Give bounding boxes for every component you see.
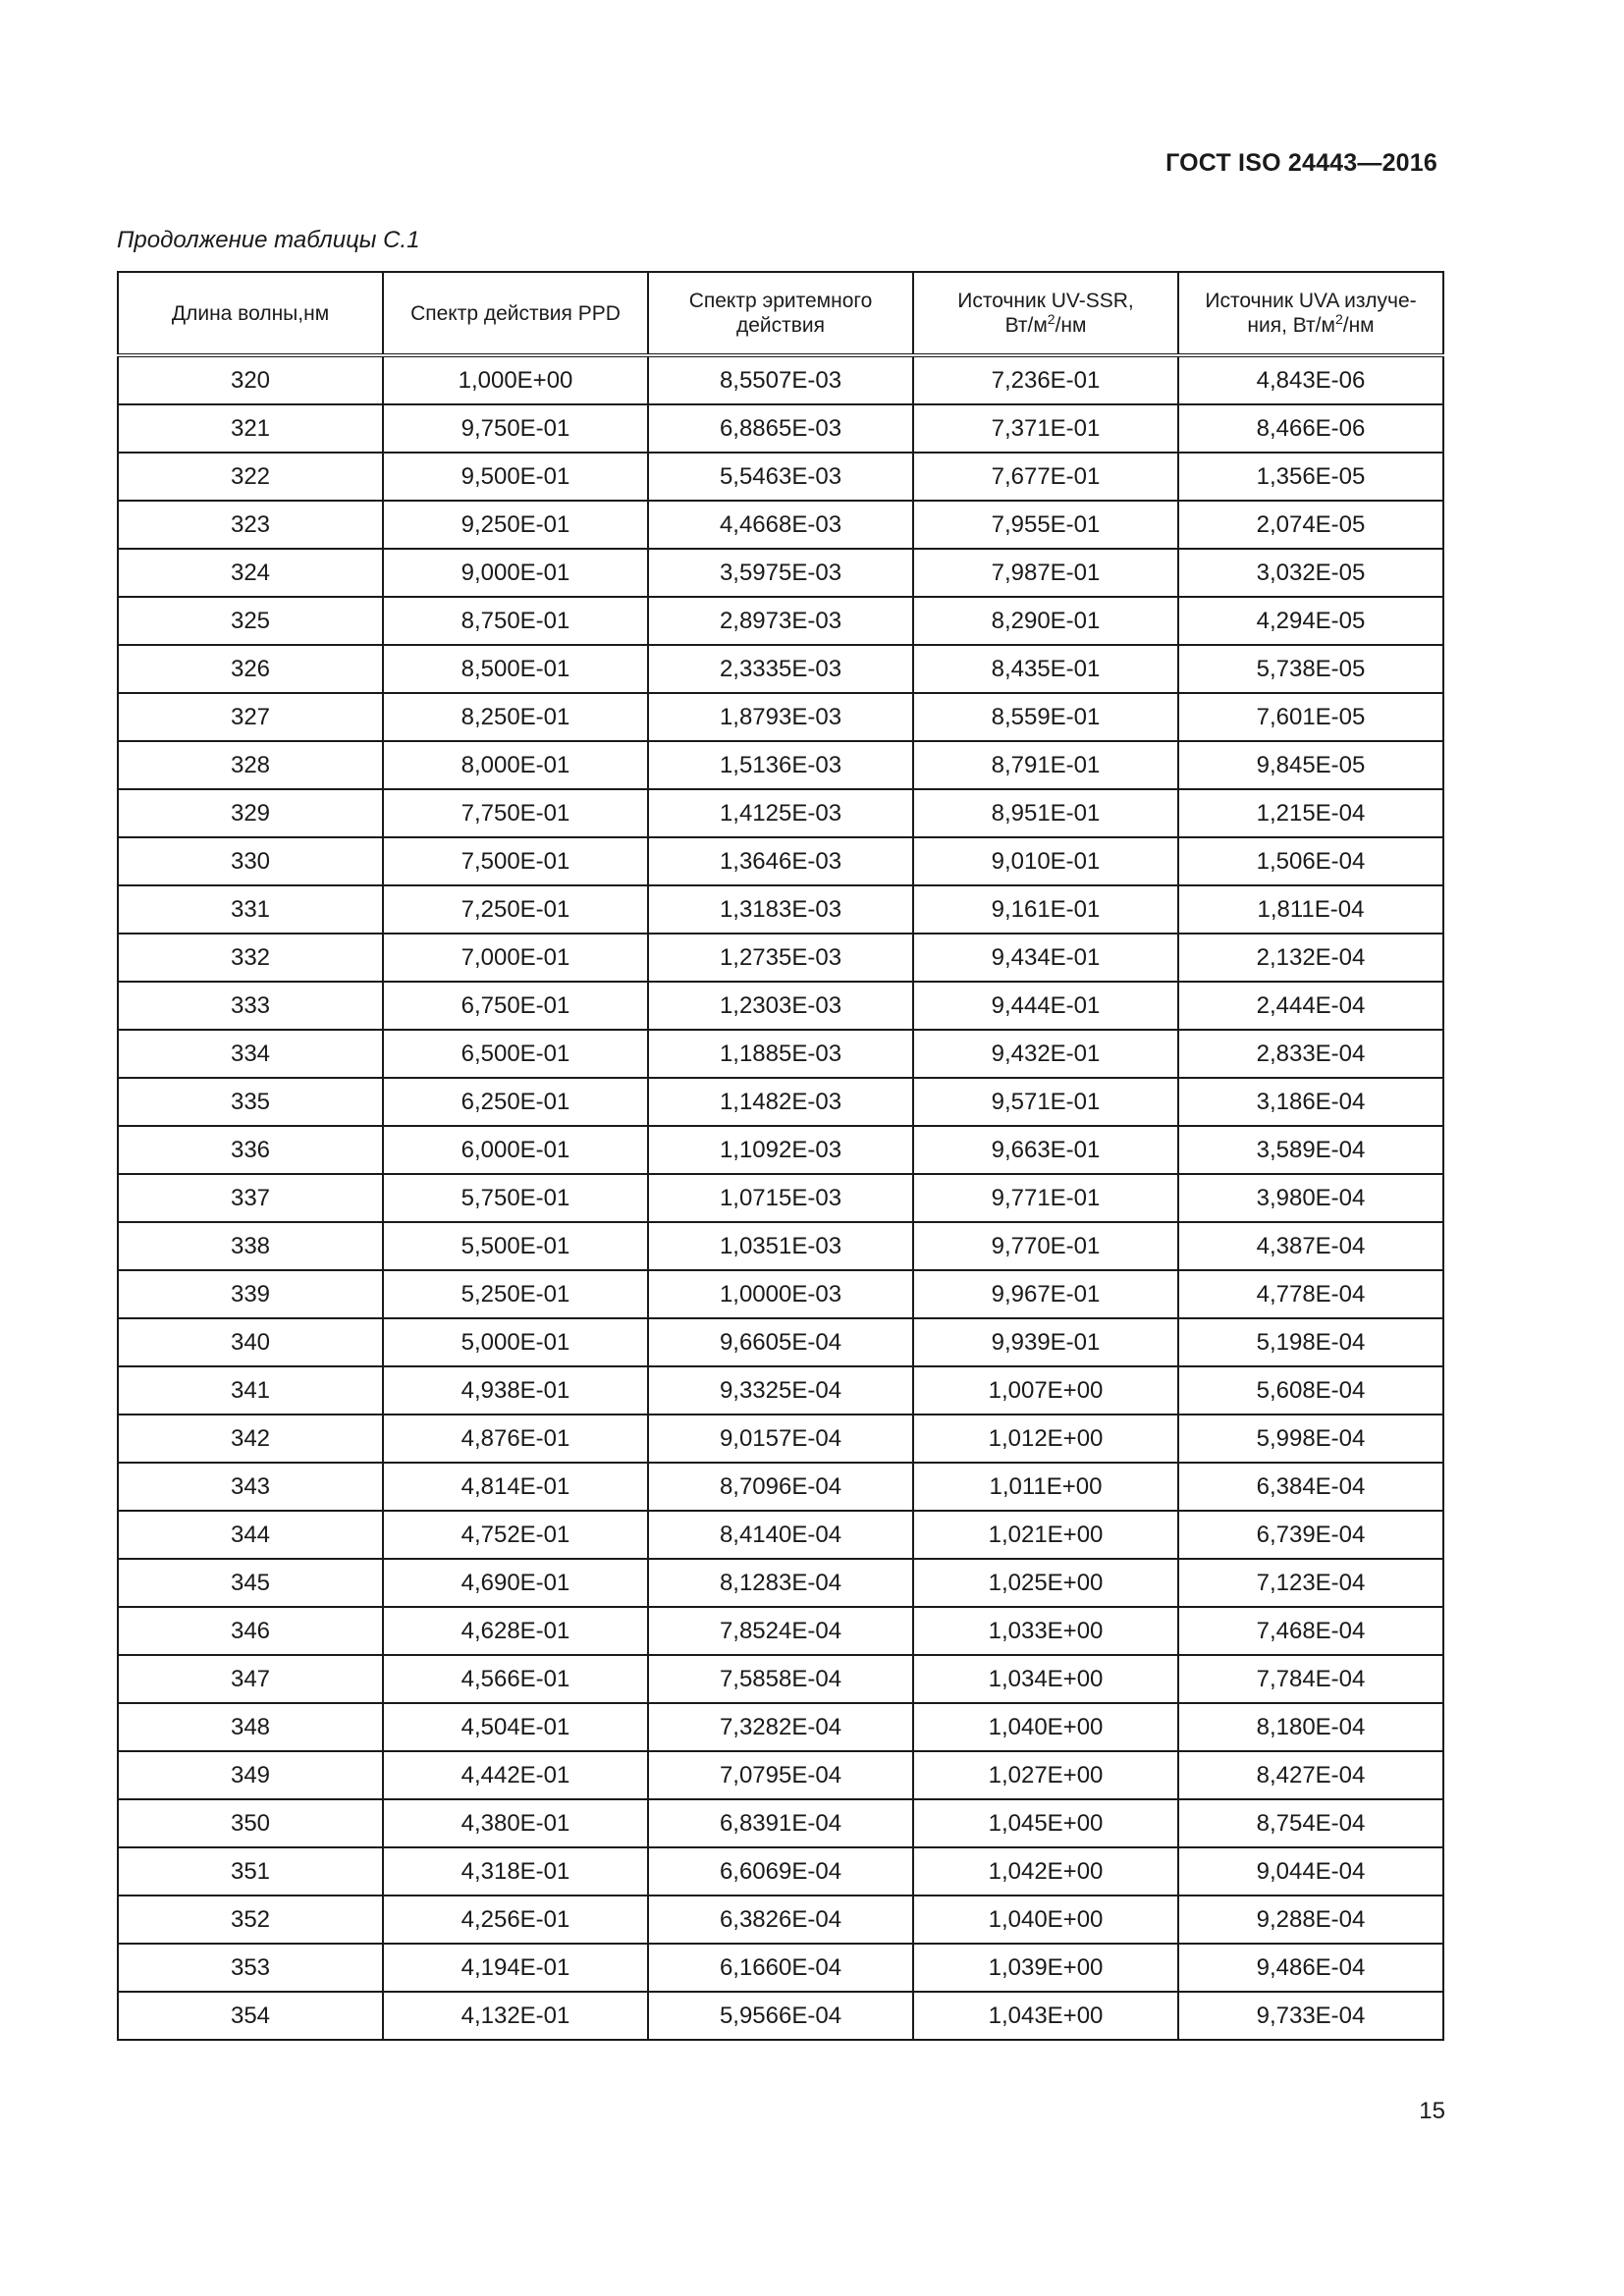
page-number: 15 — [1419, 2098, 1445, 2124]
cell-ppd-value: 4,814E-01 — [383, 1463, 648, 1511]
cell-uv-ssr-value: 9,432E-01 — [913, 1030, 1178, 1078]
cell-uv-ssr-value: 9,010E-01 — [913, 837, 1178, 885]
table-row — [118, 1126, 1443, 1174]
cell-uva-value: 9,733E-04 — [1178, 1992, 1443, 2040]
cell-wavelength: 344 — [118, 1511, 383, 1559]
cell-uva-value: 7,468E-04 — [1178, 1607, 1443, 1655]
table-row — [118, 1078, 1443, 1126]
cell-ppd-value: 8,500E-01 — [383, 645, 648, 693]
column-header-text: Источник UVA излучения, Вт/м — [1205, 290, 1417, 337]
cell-ppd-value: 4,628E-01 — [383, 1607, 648, 1655]
table-body — [118, 355, 1443, 2040]
column-header-ppd-spectrum — [383, 272, 648, 355]
cell-uva-value: 5,738E-05 — [1178, 645, 1443, 693]
cell-uv-ssr-value: 1,025E+00 — [913, 1559, 1178, 1607]
cell-uva-value: 5,998E-04 — [1178, 1415, 1443, 1463]
cell-ppd-value: 9,000E-01 — [383, 549, 648, 597]
cell-erythema-value: 8,5507E-03 — [648, 355, 913, 404]
cell-uv-ssr-value: 9,771E-01 — [913, 1174, 1178, 1222]
table-row — [118, 934, 1443, 982]
cell-uva-value: 1,215E-04 — [1178, 789, 1443, 837]
table-row — [118, 1799, 1443, 1847]
cell-wavelength: 324 — [118, 549, 383, 597]
cell-ppd-value: 4,752E-01 — [383, 1511, 648, 1559]
cell-ppd-value: 5,250E-01 — [383, 1270, 648, 1318]
cell-uv-ssr-value: 1,011E+00 — [913, 1463, 1178, 1511]
cell-erythema-value: 1,1092E-03 — [648, 1126, 913, 1174]
cell-wavelength: 331 — [118, 885, 383, 934]
cell-wavelength: 332 — [118, 934, 383, 982]
cell-erythema-value: 6,1660E-04 — [648, 1944, 913, 1992]
cell-erythema-value: 1,0000E-03 — [648, 1270, 913, 1318]
cell-erythema-value: 1,4125E-03 — [648, 789, 913, 837]
cell-ppd-value: 8,000E-01 — [383, 741, 648, 789]
cell-erythema-value: 8,1283E-04 — [648, 1559, 913, 1607]
cell-ppd-value: 5,500E-01 — [383, 1222, 648, 1270]
cell-uva-value: 1,506E-04 — [1178, 837, 1443, 885]
cell-uv-ssr-value: 7,677E-01 — [913, 453, 1178, 501]
cell-ppd-value: 6,750E-01 — [383, 982, 648, 1030]
table-row — [118, 1222, 1443, 1270]
cell-ppd-value: 5,750E-01 — [383, 1174, 648, 1222]
column-header-text: Длина волны,нм — [171, 301, 330, 325]
cell-ppd-value: 4,256E-01 — [383, 1896, 648, 1944]
cell-uv-ssr-value: 1,012E+00 — [913, 1415, 1178, 1463]
column-header-text: Спектр эритемного действия — [688, 290, 873, 337]
cell-erythema-value: 7,5858E-04 — [648, 1655, 913, 1703]
table-row — [118, 837, 1443, 885]
cell-wavelength: 348 — [118, 1703, 383, 1751]
cell-ppd-value: 8,250E-01 — [383, 693, 648, 741]
cell-uv-ssr-value: 7,987E-01 — [913, 549, 1178, 597]
cell-wavelength: 334 — [118, 1030, 383, 1078]
table-row — [118, 1751, 1443, 1799]
cell-uv-ssr-value: 1,040E+00 — [913, 1703, 1178, 1751]
cell-wavelength: 321 — [118, 404, 383, 453]
cell-erythema-value: 6,8865E-03 — [648, 404, 913, 453]
cell-uva-value: 9,486E-04 — [1178, 1944, 1443, 1992]
cell-uv-ssr-value: 9,770E-01 — [913, 1222, 1178, 1270]
cell-uva-value: 1,356E-05 — [1178, 453, 1443, 501]
table-row — [118, 453, 1443, 501]
cell-uv-ssr-value: 9,663E-01 — [913, 1126, 1178, 1174]
cell-ppd-value: 9,750E-01 — [383, 404, 648, 453]
cell-uv-ssr-value: 1,007E+00 — [913, 1366, 1178, 1415]
cell-wavelength: 337 — [118, 1174, 383, 1222]
cell-wavelength: 343 — [118, 1463, 383, 1511]
column-header-uv-ssr-source — [913, 272, 1178, 355]
cell-erythema-value: 8,4140E-04 — [648, 1511, 913, 1559]
column-header-text: Спектр действия PPD — [410, 301, 621, 325]
cell-uv-ssr-value: 1,040E+00 — [913, 1896, 1178, 1944]
cell-erythema-value: 1,3646E-03 — [648, 837, 913, 885]
cell-uv-ssr-value: 9,161E-01 — [913, 885, 1178, 934]
cell-erythema-value: 1,1482E-03 — [648, 1078, 913, 1126]
table-row — [118, 741, 1443, 789]
cell-uv-ssr-value: 7,955E-01 — [913, 501, 1178, 549]
table-row — [118, 789, 1443, 837]
cell-uva-value: 3,980E-04 — [1178, 1174, 1443, 1222]
cell-erythema-value: 9,3325E-04 — [648, 1366, 913, 1415]
column-header-uva-source — [1178, 272, 1443, 355]
cell-ppd-value: 9,500E-01 — [383, 453, 648, 501]
table-row — [118, 1655, 1443, 1703]
cell-uv-ssr-value: 8,559E-01 — [913, 693, 1178, 741]
unit-superscript: 2 — [1047, 311, 1056, 327]
cell-wavelength: 338 — [118, 1222, 383, 1270]
table-row — [118, 597, 1443, 645]
cell-uva-value: 8,754E-04 — [1178, 1799, 1443, 1847]
cell-wavelength: 341 — [118, 1366, 383, 1415]
cell-uv-ssr-value: 9,967E-01 — [913, 1270, 1178, 1318]
cell-wavelength: 322 — [118, 453, 383, 501]
cell-erythema-value: 3,5975E-03 — [648, 549, 913, 597]
cell-erythema-value: 1,3183E-03 — [648, 885, 913, 934]
cell-erythema-value: 6,6069E-04 — [648, 1847, 913, 1896]
table-row — [118, 355, 1443, 404]
cell-ppd-value: 4,380E-01 — [383, 1799, 648, 1847]
cell-uv-ssr-value: 8,290E-01 — [913, 597, 1178, 645]
table-row — [118, 501, 1443, 549]
cell-uva-value: 7,123E-04 — [1178, 1559, 1443, 1607]
cell-uva-value: 9,044E-04 — [1178, 1847, 1443, 1896]
cell-erythema-value: 1,8793E-03 — [648, 693, 913, 741]
cell-ppd-value: 4,442E-01 — [383, 1751, 648, 1799]
table-row — [118, 1607, 1443, 1655]
cell-uva-value: 6,384E-04 — [1178, 1463, 1443, 1511]
cell-wavelength: 335 — [118, 1078, 383, 1126]
table-row — [118, 1415, 1443, 1463]
cell-wavelength: 347 — [118, 1655, 383, 1703]
cell-ppd-value: 7,000E-01 — [383, 934, 648, 982]
cell-uva-value: 1,811E-04 — [1178, 885, 1443, 934]
cell-uva-value: 4,778E-04 — [1178, 1270, 1443, 1318]
table-row — [118, 1030, 1443, 1078]
cell-wavelength: 346 — [118, 1607, 383, 1655]
cell-ppd-value: 6,250E-01 — [383, 1078, 648, 1126]
cell-wavelength: 351 — [118, 1847, 383, 1896]
cell-ppd-value: 7,250E-01 — [383, 885, 648, 934]
table-row — [118, 1944, 1443, 1992]
cell-wavelength: 329 — [118, 789, 383, 837]
cell-ppd-value: 7,750E-01 — [383, 789, 648, 837]
cell-uv-ssr-value: 1,034E+00 — [913, 1655, 1178, 1703]
cell-ppd-value: 5,000E-01 — [383, 1318, 648, 1366]
cell-uva-value: 6,739E-04 — [1178, 1511, 1443, 1559]
cell-wavelength: 326 — [118, 645, 383, 693]
cell-uv-ssr-value: 8,435E-01 — [913, 645, 1178, 693]
table-row — [118, 1511, 1443, 1559]
cell-uva-value: 5,198E-04 — [1178, 1318, 1443, 1366]
cell-erythema-value: 7,8524E-04 — [648, 1607, 913, 1655]
cell-wavelength: 320 — [118, 355, 383, 404]
column-header-text: Источник UV-SSR, Вт/м — [957, 290, 1134, 337]
cell-erythema-value: 9,6605E-04 — [648, 1318, 913, 1366]
table-row — [118, 1703, 1443, 1751]
cell-erythema-value: 1,0715E-03 — [648, 1174, 913, 1222]
cell-uva-value: 8,180E-04 — [1178, 1703, 1443, 1751]
cell-ppd-value: 4,194E-01 — [383, 1944, 648, 1992]
cell-wavelength: 349 — [118, 1751, 383, 1799]
table-row — [118, 1847, 1443, 1896]
cell-erythema-value: 1,5136E-03 — [648, 741, 913, 789]
cell-ppd-value: 8,750E-01 — [383, 597, 648, 645]
cell-ppd-value: 1,000E+00 — [383, 355, 648, 404]
cell-wavelength: 327 — [118, 693, 383, 741]
cell-uv-ssr-value: 9,434E-01 — [913, 934, 1178, 982]
cell-wavelength: 333 — [118, 982, 383, 1030]
cell-uva-value: 4,294E-05 — [1178, 597, 1443, 645]
table-row — [118, 1559, 1443, 1607]
cell-erythema-value: 7,0795E-04 — [648, 1751, 913, 1799]
table-row — [118, 885, 1443, 934]
cell-erythema-value: 5,5463E-03 — [648, 453, 913, 501]
cell-uva-value: 4,387E-04 — [1178, 1222, 1443, 1270]
cell-ppd-value: 9,250E-01 — [383, 501, 648, 549]
cell-uva-value: 8,427E-04 — [1178, 1751, 1443, 1799]
cell-uv-ssr-value: 1,033E+00 — [913, 1607, 1178, 1655]
table-caption: Продолжение таблицы С.1 — [117, 227, 420, 253]
table-row — [118, 693, 1443, 741]
cell-uv-ssr-value: 8,791E-01 — [913, 741, 1178, 789]
cell-uv-ssr-value: 9,571E-01 — [913, 1078, 1178, 1126]
cell-ppd-value: 6,500E-01 — [383, 1030, 648, 1078]
cell-wavelength: 325 — [118, 597, 383, 645]
cell-uva-value: 2,833E-04 — [1178, 1030, 1443, 1078]
cell-erythema-value: 6,3826E-04 — [648, 1896, 913, 1944]
table-row — [118, 1896, 1443, 1944]
cell-ppd-value: 7,500E-01 — [383, 837, 648, 885]
cell-erythema-value: 2,8973E-03 — [648, 597, 913, 645]
cell-uva-value: 2,074E-05 — [1178, 501, 1443, 549]
table-row — [118, 1366, 1443, 1415]
cell-erythema-value: 1,0351E-03 — [648, 1222, 913, 1270]
cell-ppd-value: 4,876E-01 — [383, 1415, 648, 1463]
cell-uva-value: 7,601E-05 — [1178, 693, 1443, 741]
table-row — [118, 1174, 1443, 1222]
table-row — [118, 1992, 1443, 2040]
cell-ppd-value: 4,690E-01 — [383, 1559, 648, 1607]
cell-ppd-value: 4,566E-01 — [383, 1655, 648, 1703]
cell-erythema-value: 8,7096E-04 — [648, 1463, 913, 1511]
cell-wavelength: 342 — [118, 1415, 383, 1463]
table-row — [118, 1463, 1443, 1511]
cell-erythema-value: 1,2735E-03 — [648, 934, 913, 982]
cell-ppd-value: 6,000E-01 — [383, 1126, 648, 1174]
cell-uv-ssr-value: 8,951E-01 — [913, 789, 1178, 837]
cell-ppd-value: 4,132E-01 — [383, 1992, 648, 2040]
cell-uv-ssr-value: 1,042E+00 — [913, 1847, 1178, 1896]
cell-uva-value: 3,032E-05 — [1178, 549, 1443, 597]
cell-uva-value: 4,843E-06 — [1178, 355, 1443, 404]
cell-uva-value: 3,589E-04 — [1178, 1126, 1443, 1174]
cell-erythema-value: 4,4668E-03 — [648, 501, 913, 549]
cell-wavelength: 328 — [118, 741, 383, 789]
cell-uva-value: 2,444E-04 — [1178, 982, 1443, 1030]
cell-uv-ssr-value: 1,039E+00 — [913, 1944, 1178, 1992]
cell-uva-value: 5,608E-04 — [1178, 1366, 1443, 1415]
unit-suffix: /нм — [1055, 314, 1087, 337]
table-row — [118, 982, 1443, 1030]
cell-wavelength: 353 — [118, 1944, 383, 1992]
cell-erythema-value: 1,1885E-03 — [648, 1030, 913, 1078]
cell-ppd-value: 4,938E-01 — [383, 1366, 648, 1415]
cell-wavelength: 330 — [118, 837, 383, 885]
cell-uva-value: 7,784E-04 — [1178, 1655, 1443, 1703]
cell-wavelength: 350 — [118, 1799, 383, 1847]
document-code: ГОСТ ISO 24443—2016 — [1165, 149, 1437, 177]
cell-uva-value: 9,845E-05 — [1178, 741, 1443, 789]
cell-erythema-value: 9,0157E-04 — [648, 1415, 913, 1463]
cell-uv-ssr-value: 1,045E+00 — [913, 1799, 1178, 1847]
table-row — [118, 1270, 1443, 1318]
cell-erythema-value: 6,8391E-04 — [648, 1799, 913, 1847]
cell-erythema-value: 1,2303E-03 — [648, 982, 913, 1030]
cell-wavelength: 352 — [118, 1896, 383, 1944]
cell-wavelength: 345 — [118, 1559, 383, 1607]
cell-uv-ssr-value: 1,043E+00 — [913, 1992, 1178, 2040]
unit-superscript: 2 — [1334, 311, 1343, 327]
cell-wavelength: 336 — [118, 1126, 383, 1174]
cell-uv-ssr-value: 9,444E-01 — [913, 982, 1178, 1030]
column-header-wavelength — [118, 272, 383, 355]
cell-uva-value: 8,466E-06 — [1178, 404, 1443, 453]
cell-erythema-value: 7,3282E-04 — [648, 1703, 913, 1751]
cell-wavelength: 323 — [118, 501, 383, 549]
table-header-row — [118, 272, 1443, 355]
cell-ppd-value: 4,318E-01 — [383, 1847, 648, 1896]
cell-wavelength: 340 — [118, 1318, 383, 1366]
spectral-data-table — [117, 271, 1444, 2041]
cell-uva-value: 9,288E-04 — [1178, 1896, 1443, 1944]
table-row — [118, 404, 1443, 453]
cell-uv-ssr-value: 1,027E+00 — [913, 1751, 1178, 1799]
cell-uv-ssr-value: 1,021E+00 — [913, 1511, 1178, 1559]
table-row — [118, 645, 1443, 693]
table-row — [118, 549, 1443, 597]
cell-wavelength: 339 — [118, 1270, 383, 1318]
cell-uv-ssr-value: 7,371E-01 — [913, 404, 1178, 453]
cell-uv-ssr-value: 9,939E-01 — [913, 1318, 1178, 1366]
cell-ppd-value: 4,504E-01 — [383, 1703, 648, 1751]
cell-uva-value: 2,132E-04 — [1178, 934, 1443, 982]
cell-uva-value: 3,186E-04 — [1178, 1078, 1443, 1126]
table-row — [118, 1318, 1443, 1366]
column-header-erythema-spectrum — [648, 272, 913, 355]
cell-erythema-value: 5,9566E-04 — [648, 1992, 913, 2040]
unit-suffix: /нм — [1342, 314, 1375, 337]
cell-uv-ssr-value: 7,236E-01 — [913, 355, 1178, 404]
cell-erythema-value: 2,3335E-03 — [648, 645, 913, 693]
cell-wavelength: 354 — [118, 1992, 383, 2040]
